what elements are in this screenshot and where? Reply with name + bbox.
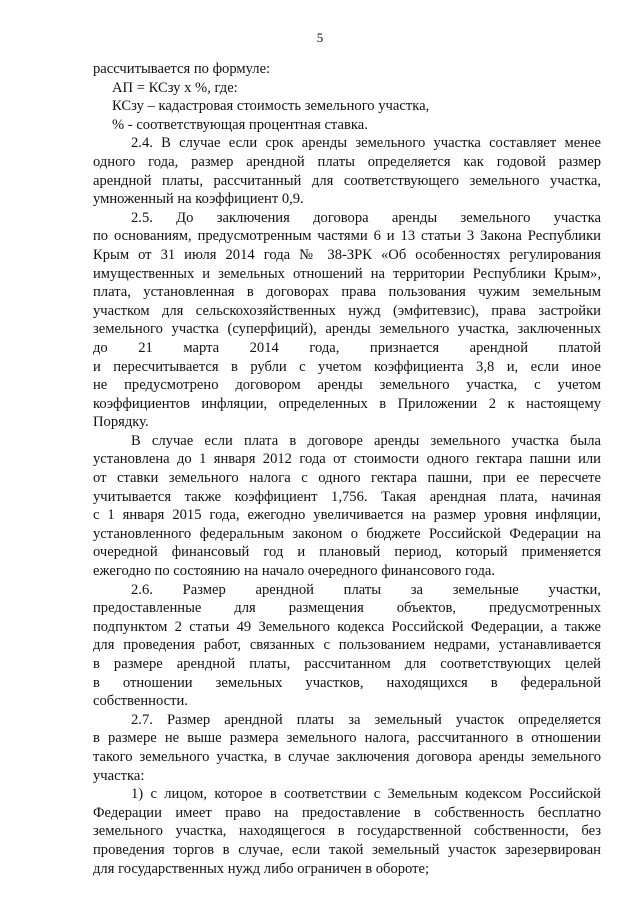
text-line: в отношении земельных участков, находящихся в федеральной: [93, 674, 601, 691]
text-line: такого земельного участка, в случае заключения договора аренды земельного: [93, 748, 601, 765]
text-line: плата, установленная в договорах права пользования чужим земельным: [93, 284, 601, 301]
text-line: очередной финансовый год и плановый период, который применяется: [93, 544, 601, 561]
text-line: Федерации имеет право на предоставление в собственность бесплатно: [93, 804, 601, 821]
text-line: и пересчитывается в рубли с учетом коэффициента 3,8 и, если иное: [93, 358, 601, 375]
text-line: одного года, размер арендной платы определяется как годовой размер: [93, 153, 601, 170]
text-line: подпунктом 2 статьи 49 Земельного кодекса Российской Федерации, а также: [93, 618, 601, 635]
text-line: установленного федеральным законом о бюджете Российской Федерации на: [93, 525, 601, 542]
text-line: АП = КСзу х %, где:: [112, 79, 238, 96]
text-line: КСзу – кадастровая стоимость земельного участка,: [112, 98, 430, 115]
text-line: установлена до 1 января 2012 года от стоимости одного гектара пашни или: [93, 451, 601, 468]
text-line: проведения торгов в случае, если такой земельный участок зарезервирован: [93, 841, 601, 858]
text-line: % - соответствующая процентная ставка.: [112, 116, 368, 133]
text-line: 2.5. До заключения договора аренды земельного участка: [131, 209, 601, 226]
text-line: предоставленные для размещения объектов, предусмотренных: [93, 600, 601, 617]
text-line: до 21 марта 2014 года, признается арендной платой: [93, 339, 601, 356]
text-line: участком для сельскохозяйственных нужд (эмфитевзис), права застройки: [93, 302, 601, 319]
text-line: рассчитывается по формуле:: [93, 61, 271, 77]
text-line: 1) с лицом, которое в соответствии с Земельным кодексом Российской: [131, 786, 601, 803]
text-line: участка:: [93, 767, 145, 784]
text-line: учитывается также коэффициент 1,756. Такая арендная плата, начиная: [93, 488, 601, 505]
text-line: для проведения работ, связанных с пользованием недрами, устанавливается: [93, 637, 601, 654]
text-line: по основаниям, предусмотренным частями 6 и 13 статьи 3 Закона Республики: [93, 228, 601, 245]
page-number: 5: [316, 30, 324, 45]
text-line: умноженный на коэффициент 0,9.: [93, 191, 304, 208]
text-line: Порядку.: [93, 414, 149, 431]
text-line: ежегодно по состоянию на начало очередного финансового года.: [93, 563, 496, 580]
text-line: земельного участка, находящегося в государственной собственности, без: [93, 823, 601, 840]
text-line: 2.7. Размер арендной платы за земельный участок определяется: [131, 711, 601, 728]
text-line: земельного участка (суперфиций), аренды земельного участка, заключенных: [93, 321, 601, 338]
text-line: Крым от 31 июля 2014 года № 38-ЗРК «Об особенностях регулирования: [93, 246, 601, 263]
text-line: в размере не выше размера земельного налога, рассчитанного в отношении: [93, 730, 601, 747]
text-line: собственности.: [93, 693, 188, 710]
text-line: от ставки земельного налога с одного гектара пашни, при ее пересчете: [93, 470, 601, 487]
text-line: 2.4. В случае если срок аренды земельного участка составляет менее: [131, 135, 601, 152]
text-line: коэффициентов инфляции, определенных в Приложении 2 к настоящему: [93, 395, 601, 412]
text-line: в размере арендной платы, рассчитанном для соответствующих целей: [93, 656, 601, 672]
text-line: не предусмотрено договором аренды земельного участка, с учетом: [93, 377, 601, 394]
text-line: 2.6. Размер арендной платы за земельные участки,: [131, 581, 601, 598]
document-body: [93, 60, 601, 878]
text-line: арендной платы, рассчитанный для соответствующего земельного участка,: [93, 172, 601, 189]
text-line: В случае если плата в договоре аренды земельного участка была: [131, 432, 601, 449]
text-line: с 1 января 2015 года, ежегодно увеличивается на размер уровня инфляции,: [93, 507, 601, 524]
text-line: имущественных и земельных отношений на территории Республики Крым»,: [93, 265, 601, 282]
text-line: для государственных нужд либо ограничен в обороте;: [93, 860, 430, 877]
